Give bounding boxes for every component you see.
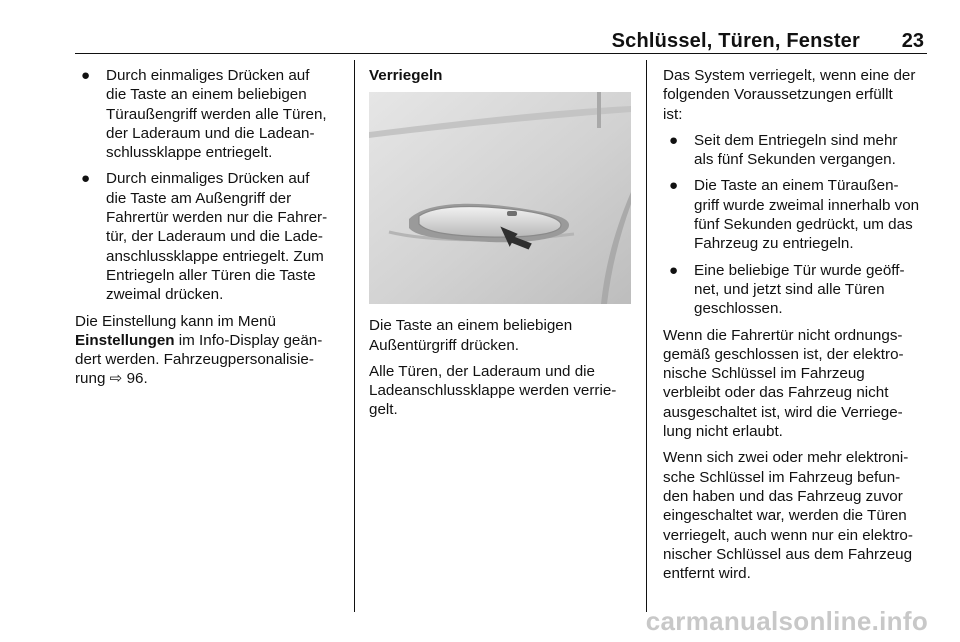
page-reference: 96. [122, 370, 148, 388]
body-paragraph [663, 326, 929, 442]
bullet-dot-icon: ● [669, 177, 679, 195]
text-line: Wenn die Fahrertür nicht ordnungs- [663, 326, 903, 344]
text-line: Durch einmaliges Drücken auf [106, 67, 310, 84]
text-line: entfernt wird. [663, 565, 751, 583]
text-line: als fünf Sekunden vergangen. [694, 151, 896, 169]
figure-caption [369, 316, 635, 355]
text-line: Wenn sich zwei oder mehr elektroni- [663, 449, 909, 467]
text-line: griff wurde zweimal innerhalb von [694, 196, 920, 214]
text-line: dert werden. Fahrzeugpersonalisie- [75, 351, 314, 369]
bullet-item [663, 176, 929, 253]
menu-name: Einstellungen [75, 331, 175, 349]
bullet-dot-icon: ● [81, 67, 91, 84]
text-line: Ladeanschlussklappe werden verrie- [369, 382, 617, 400]
illustration-background [369, 92, 631, 304]
text-line: Seit dem Entriegeln sind mehr [694, 131, 898, 149]
column-divider-right [646, 60, 647, 612]
text-line: die Taste am Außengriff der [106, 189, 292, 207]
text-line: Durch einmaliges Drücken auf [106, 170, 310, 188]
text-line: schlussklappe entriegelt. [106, 144, 273, 162]
bullet-item [663, 131, 929, 170]
text-line: gemäß geschlossen ist, der elektro- [663, 345, 904, 363]
bullet-item [663, 261, 929, 319]
section-heading: Verriegeln [369, 67, 443, 84]
settings-paragraph [75, 312, 347, 389]
text-fragment: rung [75, 370, 110, 388]
text-line: geschlossen. [694, 300, 783, 318]
text-line: nische Schlüssel im Fahrzeug [663, 365, 865, 383]
text-line: verriegelt, auch wenn nur ein elektro- [663, 526, 913, 544]
page-number: 23 [901, 30, 924, 52]
text-line: Alle Türen, der Laderaum und die [369, 362, 595, 380]
text-line: Türaußengriff werden alle Türen, [106, 105, 327, 123]
text-line [75, 331, 347, 350]
bullet-dot-icon: ● [669, 261, 679, 279]
text-line: net, und jetzt sind alle Türen [694, 280, 885, 298]
page-header-title: Schlüssel, Türen, Fenster [611, 30, 860, 52]
body-paragraph [663, 448, 929, 583]
text-line: Die Taste an einem Türaußen- [694, 177, 899, 195]
text-line: Eine beliebige Tür wurde geöff- [694, 261, 905, 279]
text-line: ist: [663, 105, 683, 123]
right-column [663, 66, 929, 590]
bullet-item [75, 66, 347, 162]
text-line: eingeschaltet war, werden die Türen [663, 507, 907, 525]
text-line: tür, der Laderaum und die Lade- [106, 228, 323, 246]
text-line: lung nicht erlaubt. [663, 423, 783, 441]
page-reference-arrow-icon: ⇨ [109, 370, 123, 388]
text-line: fünf Sekunden gedrückt, um das [694, 216, 913, 234]
door-handle-illustration [369, 92, 631, 304]
text-line: Fahrzeug zu entriegeln. [694, 235, 854, 253]
middle-column [369, 66, 635, 427]
text-line: Entriegeln aller Türen die Taste [106, 266, 316, 284]
body-paragraph [369, 362, 635, 420]
text-line [75, 369, 347, 388]
text-line: der Laderaum und die Ladean- [106, 124, 315, 142]
text-line: den haben und das Fahrzeug zuvor [663, 487, 903, 505]
bullet-dot-icon: ● [669, 131, 679, 149]
left-column [75, 66, 347, 396]
watermark[interactable]: carmanualsonline.info [645, 606, 928, 636]
text-line: Fahrertür werden nur die Fahrer- [106, 209, 328, 227]
text-line: Die Einstellung kann im Menü [75, 312, 276, 330]
text-line: verbleibt oder das Fahrzeug nicht [663, 384, 889, 402]
intro-paragraph [663, 66, 929, 124]
handle-button [507, 211, 517, 216]
text-line: nischer Schlüssel aus dem Fahrzeug [663, 545, 913, 563]
text-fragment: im Info-Display geän- [174, 331, 323, 349]
text-line: Außentürgriff drücken. [369, 336, 519, 354]
text-line: folgenden Voraussetzungen erfüllt [663, 86, 893, 104]
bullet-item [75, 169, 347, 304]
text-line: Das System verriegelt, wenn eine der [663, 67, 916, 84]
column-divider-left [354, 60, 355, 612]
text-line: sche Schlüssel im Fahrzeug befun- [663, 468, 901, 486]
text-line: ausgeschaltet ist, wird die Verriege- [663, 403, 903, 421]
bullet-dot-icon: ● [81, 170, 91, 188]
text-line: gelt. [369, 401, 398, 419]
header-rule [75, 53, 927, 54]
window-frame [597, 92, 601, 128]
text-line: zweimal drücken. [106, 286, 224, 304]
text-line: Die Taste an einem beliebigen [369, 317, 573, 335]
text-line: die Taste an einem beliebigen [106, 86, 307, 104]
text-line: anschlussklappe entriegelt. Zum [106, 247, 324, 265]
